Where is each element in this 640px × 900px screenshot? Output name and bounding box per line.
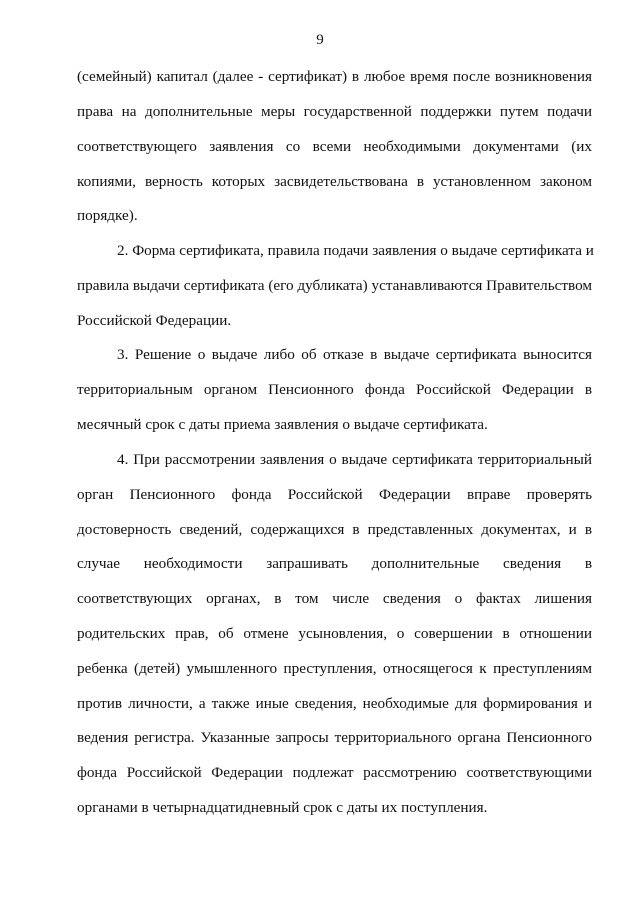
text-line: против личности, а также иные сведения, необходимые для формирования и	[77, 695, 592, 712]
text-line: порядке).	[77, 207, 138, 224]
text-line: соответствующего заявления со всеми необходимыми документами (их	[77, 138, 592, 155]
text-line: ведения регистра. Указанные запросы территориального органа Пенсионного	[77, 729, 592, 746]
text-line: достоверность сведений, содержащихся в представленных документах, и в	[77, 521, 592, 538]
text-line: 4. При рассмотрении заявления о выдаче сертификата территориальный	[117, 451, 592, 468]
page-number: 9	[316, 32, 324, 48]
text-line: орган Пенсионного фонда Российской Федерации вправе проверять	[77, 486, 592, 503]
text-line: месячный срок с даты приема заявления о выдаче сертификата.	[77, 416, 488, 433]
text-line: случае необходимости запрашивать дополнительные сведения в	[77, 555, 592, 572]
text-line: Российской Федерации.	[77, 312, 232, 329]
text-line: территориальным органом Пенсионного фонда Российской Федерации в	[77, 381, 592, 398]
text-line: соответствующих органах, в том числе сведения о фактах лишения	[77, 590, 592, 607]
text-line: копиями, верность которых засвидетельствована в установленном законом	[77, 173, 592, 190]
text-line: органами в четырнадцатидневный срок с даты их поступления.	[77, 799, 488, 816]
text-line: (семейный) капитал (далее - сертификат) в любое время после возникновения	[77, 68, 592, 85]
text-line: 3. Решение о выдаче либо об отказе в выдаче сертификата выносится	[117, 346, 592, 363]
text-line: правила выдачи сертификата (его дубликата) устанавливаются Правительством	[77, 277, 592, 294]
text-line: родительских прав, об отмене усыновления, о совершении в отношении	[77, 625, 592, 642]
text-line: 2. Форма сертификата, правила подачи заявления о выдаче сертификата и	[117, 242, 594, 259]
text-line: ребенка (детей) умышленного преступления, относящегося к преступлениям	[77, 660, 592, 677]
text-line: права на дополнительные меры государственной поддержки путем подачи	[77, 103, 592, 120]
text-line: фонда Российской Федерации подлежат рассмотрению соответствующими	[77, 764, 592, 781]
